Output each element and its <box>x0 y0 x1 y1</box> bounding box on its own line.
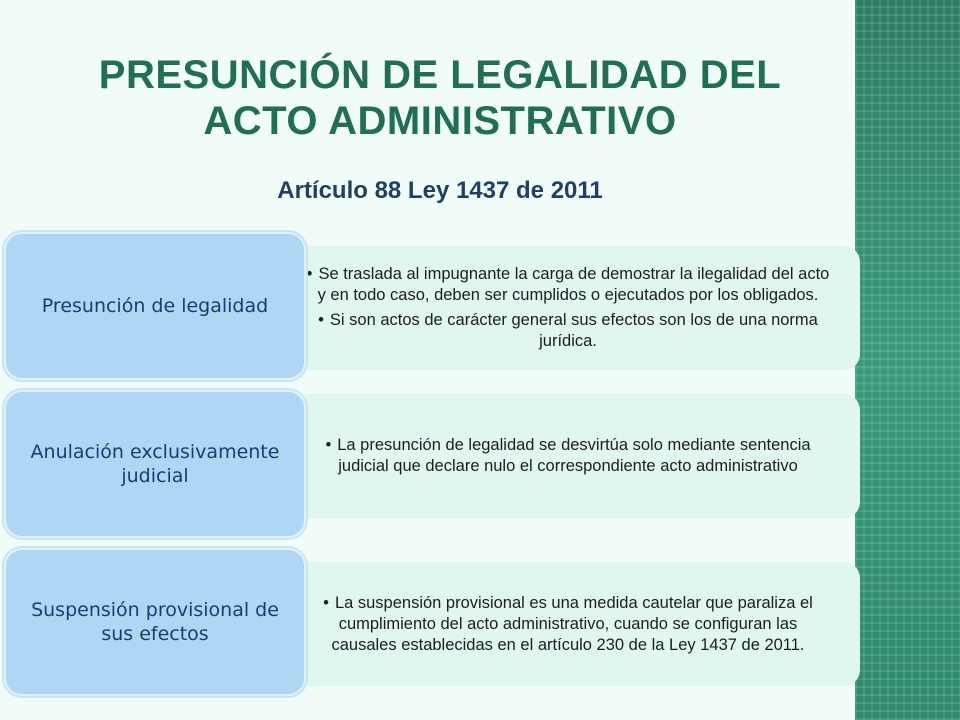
bullet-item <box>304 264 832 306</box>
description-box <box>270 394 860 518</box>
bullet-text: La presunción de legalidad se desvirtúa solo mediante sentencia judicial que declare nulo el correspondiente acto administrativo <box>337 436 811 475</box>
description-box <box>270 246 860 370</box>
bullet-item <box>304 593 832 656</box>
bullet-text: Si son actos de carácter general sus efectos son los de una norma jurídica. <box>329 311 818 350</box>
bullet-dot: • <box>323 593 329 612</box>
slide-subtitle: Artículo 88 Ley 1437 de 2011 <box>277 177 603 204</box>
title-line-2: ACTO ADMINISTRATIVO <box>203 99 677 143</box>
bullet-item <box>304 435 832 477</box>
label-text: Anulación exclusivamente judicial <box>30 441 280 487</box>
label-box <box>4 232 306 380</box>
bullet-dot: • <box>318 311 324 329</box>
bullet-dot: • <box>325 436 332 454</box>
bullet-dot: • <box>306 265 313 283</box>
title-line-1: PRESUNCIÓN DE LEGALIDAD DEL <box>98 53 782 97</box>
description-box <box>270 562 860 686</box>
bullet-text: Se traslada al impugnante la carga de demostrar la ilegalidad del acto y en todo caso, deben ser cumplidos o ejecutados por los obligados. <box>317 265 830 304</box>
label-text: Presunción de legalidad <box>41 295 269 317</box>
row-suspension-provisional <box>0 548 860 700</box>
label-box <box>4 390 306 538</box>
label-text: Suspensión provisional de sus efectos <box>31 599 279 645</box>
bullet-text: La suspensión provisional es una medida cautelar que paraliza el cumplimiento del acto administrativo, cuando se configuran las causales establecidas en el artículo 230 de la Ley 1437 de 2011. <box>331 593 813 654</box>
label-box <box>4 548 306 696</box>
row-presuncion-legalidad <box>0 232 860 382</box>
slide-title <box>40 52 840 144</box>
bullet-item <box>304 310 832 352</box>
decorative-side-band <box>855 0 960 720</box>
row-anulacion-judicial <box>0 390 860 540</box>
